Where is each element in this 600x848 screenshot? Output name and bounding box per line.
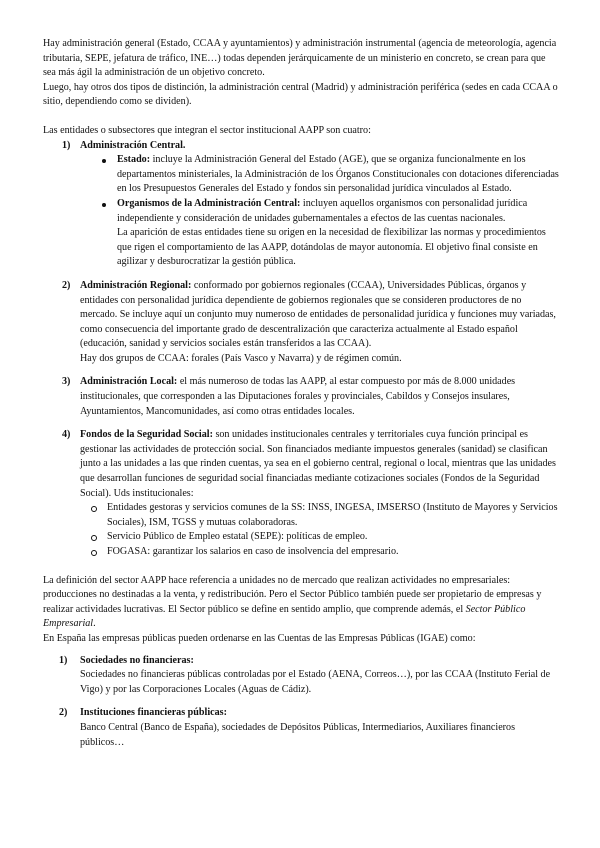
bullet-icon	[102, 159, 106, 163]
company-title: Sociedades no financieras:	[80, 654, 194, 666]
company-text: Sociedades no financieras públicas controladas por el Estado (AENA, Correos…), por las CCAA (Instituto Ferial de Vigo) y por las Corporaciones Locales (Aguas de Cádiz).	[80, 669, 551, 695]
sector-list	[43, 139, 560, 560]
circle-bullet-icon	[91, 535, 97, 541]
item-number: 1)	[62, 139, 71, 151]
sub-bullet-item	[80, 545, 560, 560]
sector-item	[43, 375, 560, 419]
closing-paragraph-2: En España las empresas públicas pueden ordenarse en las Cuentas de las Empresas Públicas (IGAE) como:	[43, 632, 476, 644]
intro-paragraph-1: Hay administración general (Estado, CCAA y ayuntamientos) y administración instrumental (agencia de meteorología, agencia tributaria, SEPE, jefatura de tráfico, INE…) todas dependen jerárquicamente de un ministerio en concreto, se crean para que sea más ágil la administración de un objetivo concreto.	[43, 38, 557, 79]
sector-item	[43, 428, 560, 559]
sub-bullet-text: Entidades gestoras y servicios comunes de la SS: INSS, INGESA, IMSERSO (Instituto de Mayores y Servicios Sociales), ISM, TGSS y mutuas colaboradoras.	[107, 502, 558, 528]
bullet-icon	[102, 203, 106, 207]
sector-title: Administración Local:	[80, 376, 178, 388]
item-number: 3)	[62, 376, 71, 388]
sector-text: son unidades institucionales centrales y territoriales cuya función principal es gestionar las actividades de protección social. Son financiados mediante impuestos generales (sanidad) se clasifican junto a las unidades a las que rinden cuentas, ya sea en el gobierno central, regional o local, mientras que las unidades que desarrollan funciones de seguridad social financiadas mediante cotizaciones sociales (Fondos de la Seguridad Social). Uds institucionales:	[80, 429, 556, 499]
emphasis-text: Sector Público Empresarial	[43, 603, 526, 630]
bullet-label: Organismos de la Administración Central:	[117, 197, 301, 209]
circle-bullet-icon	[91, 506, 97, 512]
sub-bullet-text: FOGASA: garantizar los salarios en caso de insolvencia del empresario.	[107, 546, 399, 557]
item-number: 4)	[62, 429, 71, 441]
item-number: 1)	[59, 654, 68, 666]
bullet-item	[80, 197, 560, 270]
sector-item	[43, 139, 560, 270]
sector-title: Fondos de la Seguridad Social:	[80, 429, 213, 441]
sub-bullet-text: Servicio Público de Empleo estatal (SEPE): políticas de empleo.	[107, 531, 368, 543]
bullet-text: incluyen aquellos organismos con personalidad jurídica independiente y consideración de unidades gubernamentales a efectos de las cuentas nacionales.	[117, 197, 528, 224]
sub-bullet-item	[80, 530, 560, 545]
bullet-list	[80, 153, 560, 270]
bullet-item	[80, 153, 560, 197]
sector-title: Administración Central.	[80, 139, 186, 151]
company-title: Instituciones financieras públicas:	[80, 707, 227, 719]
intro-paragraph-2: Luego, hay otros dos tipos de distinción, la administración central (Madrid) y administración periférica (sedes en cada CCAA o sitio, dependiendo como se dividen).	[43, 81, 558, 108]
item-number: 2)	[59, 707, 68, 719]
sector-extra-text: Hay dos grupos de CCAA: forales (País Vasco y Navarra) y de régimen común.	[80, 352, 402, 364]
item-number: 2)	[62, 279, 71, 291]
bullet-label: Estado:	[117, 154, 151, 166]
company-item	[43, 654, 560, 698]
company-list	[43, 654, 560, 751]
circle-bullet-icon	[91, 550, 97, 556]
sector-text: conformado por gobiernos regionales (CCAA), Universidades Públicas, órganos y entidades con personalidad jurídica dependiente de gobiernos regionales que se consideren productores de no mercado. Se incluye aquí un conjunto muy numeroso de entidades de personalidad jurídica y funciones muy variadas, como consecuencia del importante grado de descentralización que caracteriza actualmente al Estado español (educación, sanidad y servicios sociales están transferidos a las CCAA).	[80, 279, 556, 350]
closing-paragraph-1: La definición del sector AAPP hace referencia a unidades no de mercado que realizan actividades no empresariales: producciones no destinadas a la venta, y redistribución. Pero el Sector Público también puede ser propietario de empresas y realizar actividades lucrativas. El Sector público se define en sentido amplio, que comprende además, el Sector Público Empresarial.	[43, 574, 542, 630]
sector-text: el más numeroso de todas las AAPP, al estar compuesto por más de 8.000 unidades institucionales, que corresponden a las Diputaciones forales y provinciales, Cabildos y Consejos insulares, Ayuntamientos, Mancomunidades, así como otras entidades locales.	[80, 376, 516, 417]
intro-paragraph-3: Las entidades o subsectores que integran el sector institucional AAPP son cuatro:	[43, 124, 371, 136]
company-item	[43, 706, 560, 750]
bullet-text: incluye la Administración General del Estado (AGE), que se organiza funcionalmente en los departamentos ministeriales, la Administración de los Órganos Constitucionales con dotaciones diferenciadas en los Presupuestos Generales del Estado y fondos sin personalidad jurídica vinculados al Estado.	[117, 154, 559, 195]
sub-bullet-item	[80, 501, 560, 530]
bullet-extra-text: La aparición de estas entidades tiene su origen en la necesidad de flexibilizar las normas y procedimientos que rigen el comportamiento de las AAPP, dotándolas de mayor autonomía. El objetivo final consiste en agilizar y desburocratizar la gestión pública.	[117, 227, 546, 268]
sector-title: Administración Regional:	[80, 279, 192, 291]
sector-item	[43, 279, 560, 367]
sub-bullet-list	[80, 501, 560, 559]
company-text: Banco Central (Banco de España), sociedades de Depósitos Públicas, Intermediarios, Auxiliares financieros públicos…	[80, 721, 516, 748]
